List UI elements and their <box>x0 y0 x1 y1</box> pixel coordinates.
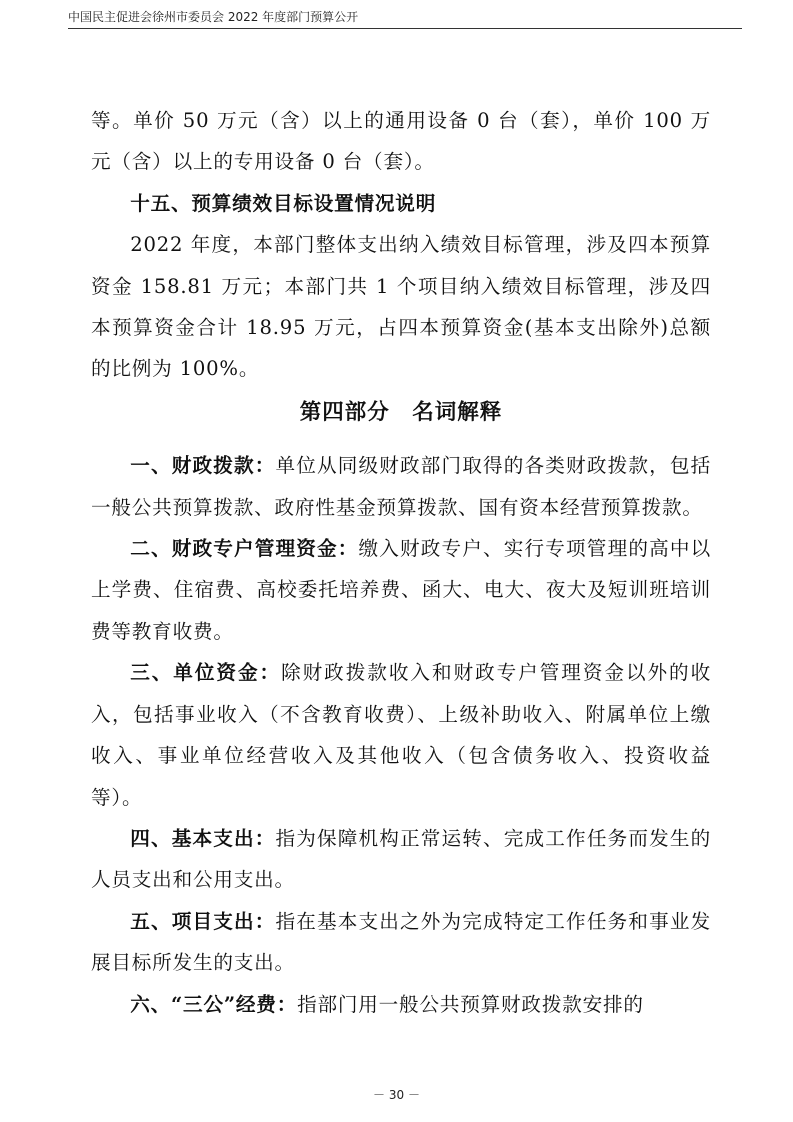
section-heading: 十五、预算绩效目标设置情况说明 <box>130 191 437 215</box>
term-label: 四、基本支出： <box>130 826 276 850</box>
term-label: 五、项目支出： <box>130 909 276 933</box>
term-label: 六、“三公”经费： <box>130 992 298 1016</box>
term-text: 缴入财政专户、实行专项管理的高中以上学费、住宿费、高校委托培养费、函大、电大、夜大及短训班培训费等教育收费。 <box>91 537 711 643</box>
header-divider <box>68 28 742 29</box>
term-definition <box>91 818 711 901</box>
term-definition <box>91 528 711 652</box>
page-number: － 30 － <box>373 1088 420 1102</box>
term-text: 除财政拨款收入和财政专户管理资金以外的收入，包括事业收入（不含教育收费）、上级补助收入、附属单位上缴收入、事业单位经营收入及其他收入（包含债务收入、投资收益等）。 <box>91 661 712 809</box>
paragraph-continuation: 等。单价 50 万元（含）以上的通用设备 0 台（套），单价 100 万元（含）以上的专用设备 0 台（套）。 <box>91 109 711 174</box>
part-title: 第四部分 名词解释 <box>299 399 503 425</box>
term-text: 指在基本支出之外为完成特定工作任务和事业发展目标所发生的支出。 <box>91 909 711 975</box>
paragraph: 2022 年度，本部门整体支出纳入绩效目标管理，涉及四本预算资金 158.81 万元；本部门共 1 个项目纳入绩效目标管理，涉及四本预算资金合计 18.95 万元，占四本预算资金(基本支出除外)总额的比例为 100%。 <box>91 233 711 381</box>
term-definition <box>91 984 711 1025</box>
term-label: 三、单位资金： <box>130 661 282 685</box>
term-definition <box>91 901 711 984</box>
term-label: 一、财政拨款： <box>130 454 276 478</box>
term-text: 指为保障机构正常运转、完成工作任务而发生的人员支出和公用支出。 <box>91 826 711 892</box>
document-body <box>91 100 711 1025</box>
term-text: 指部门用一般公共预算财政拨款安排的 <box>297 992 644 1016</box>
term-definition <box>91 445 711 528</box>
term-label: 二、财政专户管理资金： <box>130 537 359 561</box>
page-header: 中国民主促进会徐州市委员会 2022 年度部门预算公开 <box>68 10 359 24</box>
term-definition <box>91 652 711 818</box>
term-text: 单位从同级财政部门取得的各类财政拨款，包括一般公共预算拨款、政府性基金预算拨款、国有资本经营预算拨款。 <box>91 454 711 519</box>
